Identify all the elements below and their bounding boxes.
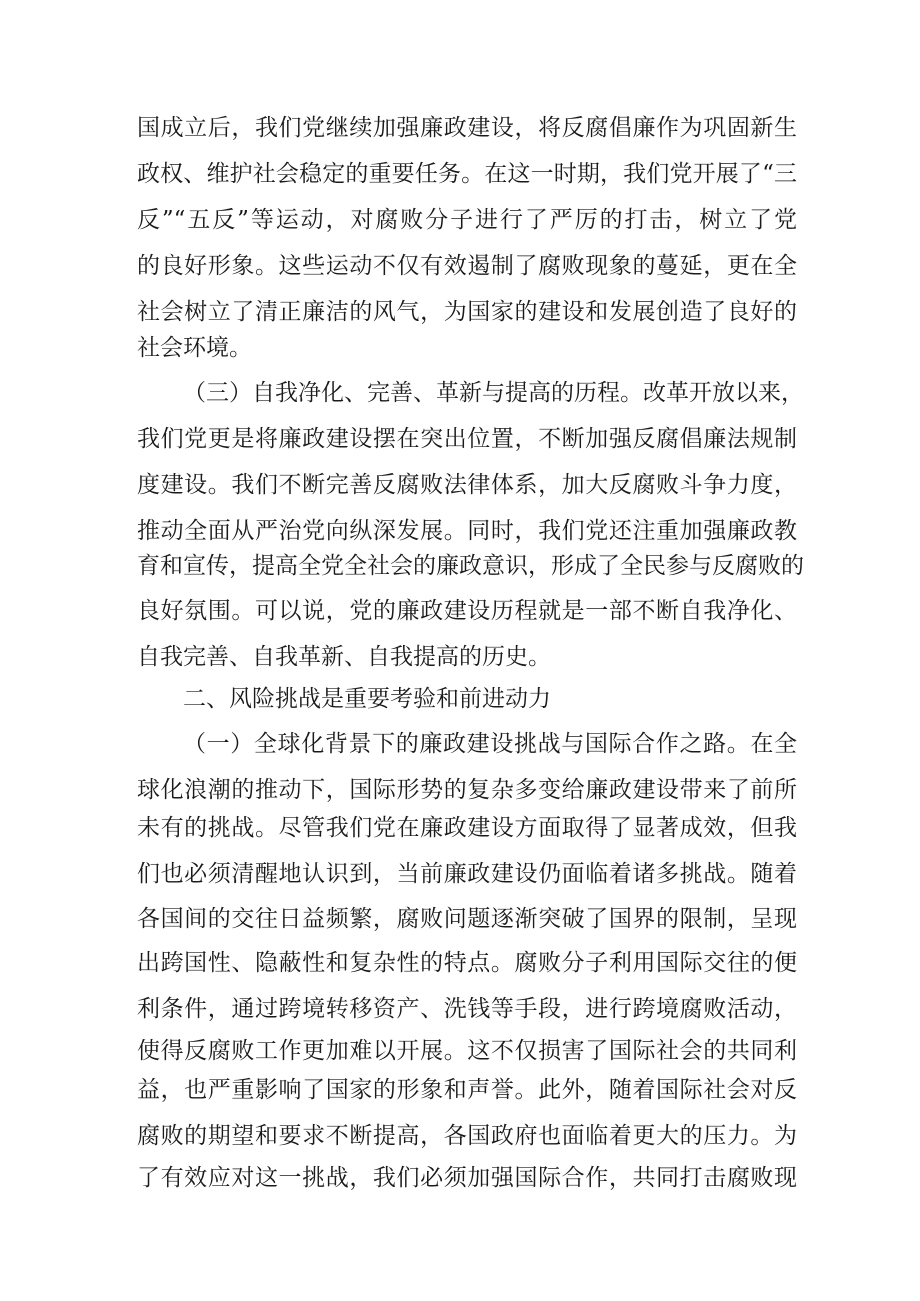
paragraph-1-line-3: 反”“五反”等运动，对腐败分子进行了严厉的打击，树立了党: [137, 207, 797, 233]
paragraph-3-line-7: 利条件，通过跨境转移资产、洗钱等手段，进行跨境腐败活动，: [137, 996, 797, 1022]
paragraph-2-line-1: （三）自我净化、完善、革新与提高的历程。改革开放以来，: [183, 380, 804, 406]
paragraph-3-line-11: 了有效应对这一挑战，我们必须加强国际合作，共同打击腐败现: [137, 1165, 797, 1191]
paragraph-1-line-6: 社会环境。: [137, 335, 252, 361]
paragraph-3-line-9: 益，也严重影响了国家的形象和声誉。此外，随着国际社会对反: [137, 1077, 797, 1103]
paragraph-3-line-5: 各国间的交往日益频繁，腐败问题逐渐突破了国界的限制，呈现: [137, 906, 797, 932]
paragraph-2-line-5: 育和宣传，提高全党全社会的廉政意识，形成了全民参与反腐败的: [137, 553, 804, 579]
paragraph-1-line-4: 的良好形象。这些运动不仅有效遏制了腐败现象的蔓延，更在全: [137, 253, 797, 279]
paragraph-2-line-4: 推动全面从严治党向纵深发展。同时，我们党还注重加强廉政教: [137, 518, 797, 544]
paragraph-1-line-2: 政权、维护社会稳定的重要任务。在这一时期，我们党开展了“三: [137, 161, 797, 187]
paragraph-3-line-8: 使得反腐败工作更加难以开展。这不仅损害了国际社会的共同利: [137, 1038, 797, 1064]
paragraph-3-line-6: 出跨国性、隐蔽性和复杂性的特点。腐败分子利用国际交往的便: [137, 950, 797, 976]
paragraph-3-line-1: （一）全球化背景下的廉政建设挑战与国际合作之路。在全: [183, 731, 797, 757]
paragraph-2-line-6: 良好氛围。可以说，党的廉政建设历程就是一部不断自我净化、: [137, 598, 797, 624]
paragraph-2-line-3: 度建设。我们不断完善反腐败法律体系，加大反腐败斗争力度，: [137, 472, 797, 498]
paragraph-3-line-3: 未有的挑战。尽管我们党在廉政建设方面取得了显著成效，但我: [137, 815, 797, 841]
section-heading: 二、风险挑战是重要考验和前进动力: [183, 686, 551, 712]
paragraph-3-line-4: 们也必须清醒地认识到，当前廉政建设仍面临着诸多挑战。随着: [137, 861, 797, 887]
paragraph-3-line-2: 球化浪潮的推动下，国际形势的复杂多变给廉政建设带来了前所: [137, 777, 797, 803]
paragraph-2-line-7: 自我完善、自我革新、自我提高的历史。: [137, 644, 551, 670]
paragraph-3-line-10: 腐败的期望和要求不断提高，各国政府也面临着更大的压力。为: [137, 1123, 797, 1149]
paragraph-2-line-2: 我们党更是将廉政建设摆在突出位置，不断加强反腐倡廉法规制: [137, 426, 797, 452]
paragraph-1-line-1: 国成立后，我们党继续加强廉政建设，将反腐倡廉作为巩固新生: [137, 115, 797, 141]
paragraph-1-line-5: 社会树立了清正廉洁的风气，为国家的建设和发展创造了良好的: [137, 299, 797, 325]
